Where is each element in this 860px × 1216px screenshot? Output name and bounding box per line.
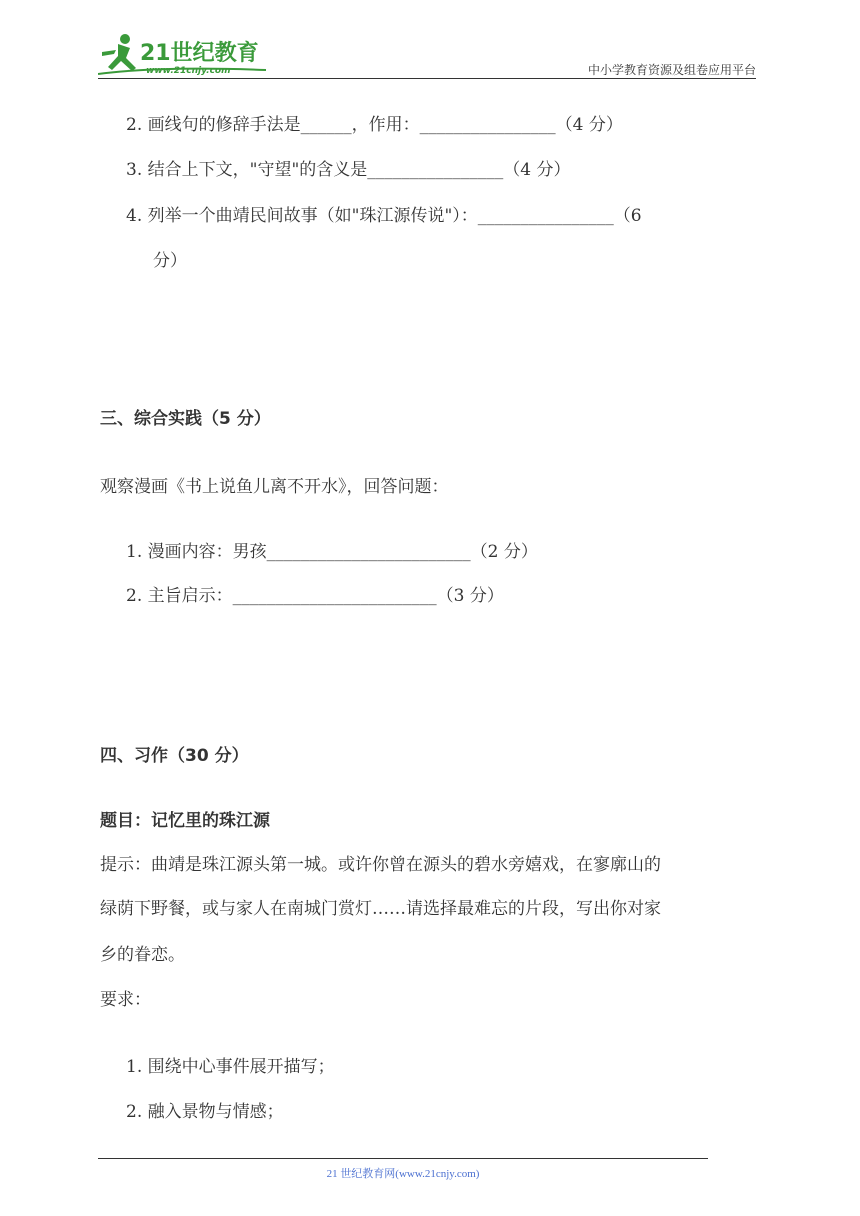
section-3-question-1: 1. 漫画内容：男孩________________________（2 分） bbox=[126, 542, 538, 562]
platform-label: 中小学教育资源及组卷应用平台 bbox=[587, 63, 756, 77]
prompt-line-3: 乡的眷恋。 bbox=[100, 945, 185, 965]
question-4-line-2: 分） bbox=[153, 251, 187, 271]
site-logo[interactable] bbox=[98, 30, 268, 76]
essay-title: 题目：记忆里的珠江源 bbox=[100, 811, 270, 831]
prompt-line-2: 绿荫下野餐，或与家人在南城门赏灯……请选择最难忘的片段，写出你对家 bbox=[100, 899, 661, 919]
header-divider bbox=[98, 78, 756, 79]
section-4-heading: 四、习作（30 分） bbox=[100, 746, 249, 766]
question-3: 3. 结合上下文，"守望"的含义是________________（4 分） bbox=[126, 160, 571, 180]
question-2: 2. 画线句的修辞手法是______，作用：________________（4 分） bbox=[126, 115, 623, 135]
requirement-2: 2. 融入景物与情感； bbox=[126, 1102, 284, 1122]
prompt-line-1: 提示：曲靖是珠江源头第一城。或许你曾在源头的碧水旁嬉戏，在寥廓山的 bbox=[100, 855, 661, 875]
section-3-intro: 观察漫画《书上说鱼儿离不开水》，回答问题： bbox=[100, 477, 449, 497]
logo-text: 21世纪教育 bbox=[140, 41, 259, 66]
footer-divider bbox=[98, 1158, 708, 1159]
requirements-label: 要求： bbox=[100, 990, 151, 1010]
runner-logo-icon bbox=[98, 30, 268, 76]
question-4-line-1: 4. 列举一个曲靖民间故事（如"珠江源传说"）：________________（6 bbox=[126, 206, 642, 226]
requirement-1: 1. 围绕中心事件展开描写； bbox=[126, 1057, 335, 1077]
footer-link[interactable]: 21 世纪教育网(www.21cnjy.com) bbox=[326, 1168, 480, 1180]
section-3-heading: 三、综合实践（5 分） bbox=[100, 409, 271, 429]
section-3-question-2: 2. 主旨启示：________________________（3 分） bbox=[126, 586, 504, 606]
page-header bbox=[98, 30, 756, 80]
logo-url-text: www.21cnjy.com bbox=[146, 66, 231, 76]
